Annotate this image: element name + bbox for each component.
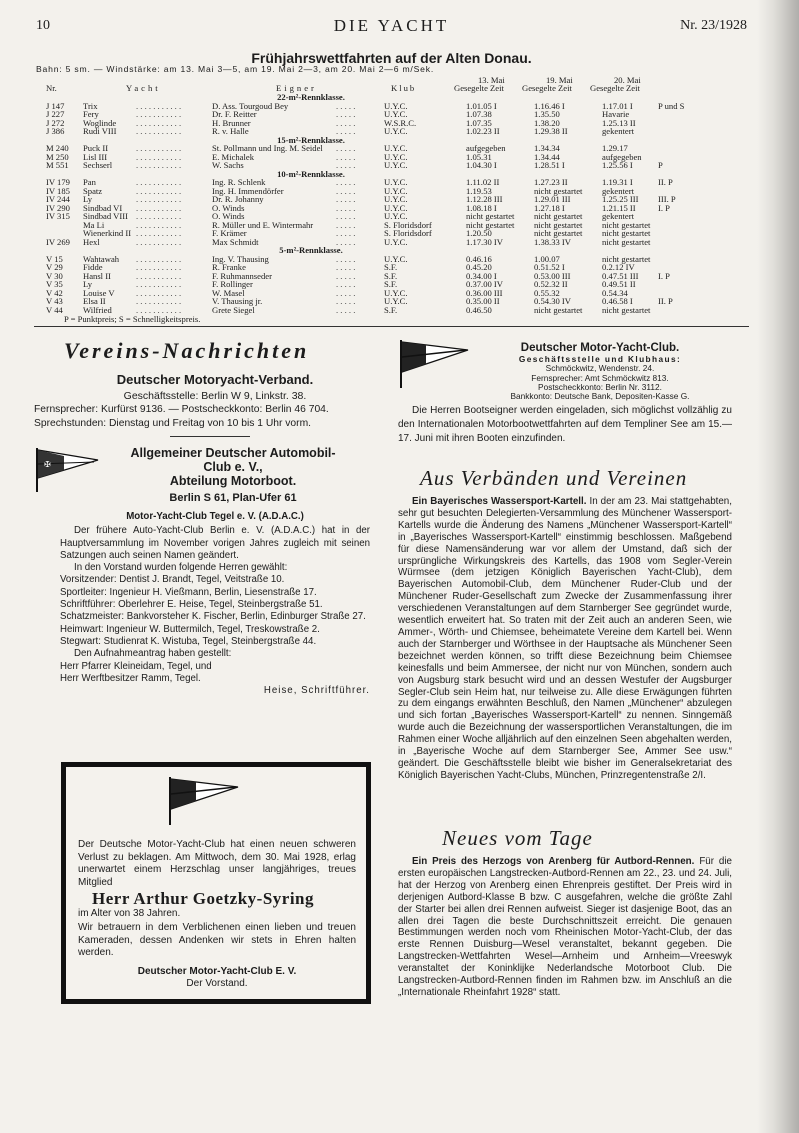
obituary-board: Der Vorstand. <box>186 978 248 989</box>
dot-leader: . . . . . <box>336 211 356 221</box>
cell-d13: 1.07.35 <box>466 117 492 128</box>
cell-d19: 1.28.51 I <box>534 160 565 170</box>
obituary-intro: Der Deutsche Motor-Yacht-Club hat einen neuen schweren Verlust zu beklagen. Am Mittwoch, dem 30. Mai 1928, erlag unerwartet einem Herzschlag unser langjähriges, treues Mitglied <box>78 839 356 888</box>
col-nr: Nr. <box>46 83 57 93</box>
dmyc-office-label: Geschäftsstelle und Klubhaus: <box>518 354 682 364</box>
myc-paragraph-1: Der frühere Auto-Yacht-Club Berlin e. V. (A.D.A.C.) hat in der Hauptversammlung im November vorigen Jahres zugleich mit seinen Satzungen auch seinen Namen geändert. <box>60 525 370 561</box>
dmv-hours: Sprechstunden: Dienstag und Freitag von 10 bis 1 Uhr vorm. <box>34 418 312 429</box>
cell-yacht: Ly <box>83 194 93 204</box>
cell-d20: nicht gestartet <box>602 253 651 264</box>
cell-d19: 1.35.50 <box>534 109 560 119</box>
board-chair: Vorsitzender: Dentist J. Brandt, Tegel, Veitstraße 10. <box>60 574 285 586</box>
cell-owner: R. Müller und E. Wintermahr <box>212 219 314 230</box>
dot-leader: . . . . . . . . . . . <box>136 143 182 153</box>
cell-nr: IV 185 <box>46 185 70 196</box>
cell-owner: W. Sachs <box>212 160 244 170</box>
dot-leader: . . . . . <box>336 270 356 281</box>
cell-owner: R. Franke <box>212 262 246 272</box>
cell-d19: 1.16.46 I <box>534 100 565 111</box>
cell-yacht: Ly <box>83 279 93 289</box>
deceased-name: Herr Arthur Goetzky-Syring <box>92 889 315 908</box>
cell-club: U.Y.C. <box>384 109 408 119</box>
dot-leader: . . . . . . . . . . . <box>136 117 182 128</box>
cell-club: U.Y.C. <box>384 253 408 264</box>
cell-owner: O. Winds <box>212 202 245 213</box>
table-header <box>46 76 726 93</box>
cell-d13: 0.37.00 IV <box>466 279 503 289</box>
dot-leader: . . . . . . . . . . . <box>136 151 182 162</box>
kartell-lead: Ein Bayerisches Wassersport-Kartell. <box>412 496 587 507</box>
cell-yacht: Wahtawah <box>83 253 120 264</box>
cell-d20: gekentert <box>602 126 634 136</box>
section-divider <box>34 326 749 327</box>
dot-leader: . . . . . <box>336 194 356 204</box>
cell-note: III. P <box>658 194 676 204</box>
kartell-text: In der am 23. Mai stattgehabten, sehr gut besuchten Delegierten-Versammlung des Münchener Wassersport-Kartells wurde die Änderung des Namens „Münchener Wassersport-Kartell“ in „Bayerisches Wassersport-Kartell“ einstimmig beschlossen. Maßgebend für diese Namensänderung war vor allem der Umstand, daß sich der ursprüngliche Wirkungskreis des Kartells, das 1908 vom Segler-Verein Würmsee (dem jetzigen Königlich Bayerischen Yacht-Club), dem Bayerischen Automobil-Club, dem Münchener Ruder-Club und der Münchener Ruder-Gesellschaft zum Zwecke der Zusammenfassung ihrer verschiedenen Veranstaltungen auf dem Starnberger See gegründet wurde, wesentlich erweitert hat. So traten mit der Zeit auch an anderen Seen, wie Ammer-, Wörth- und Chiemsee, beheimatete Vereine dem Kartell bei. Wenn auch der Starnberger und Wörthsee in der Hauptsache als Münchener Seen bezeichnet werden können, so trifft diese Bezeichnung beim Chiemsee keinesfalls und beim Ammersee, der nicht nur von München, sondern auch von Augsburg stark besucht wird und an dessen Westufer der Augsburger Segler-Club sein Heim hat, nur teilweise zu. Alle diese Erwägungen führten zu dem eingangs erwähnten Beschluß, den Namen „Münchener“ abzulegen und sich fortan „Bayerisches Wassersport-Kartell“ zu nennen. Sinngemäß wurde auch die Bezeichnung der wassersportlichen Veranstaltungen, die im Rahmen einer Woche alljährlich auf den einzelnen Seen abgehalten werden, in „Bayerische Woche auf dem Starnberger See, Ammer See usw.“ geändert. Die Geschäftsstelle bleibt wie bisher im Generalsekretariat des Königlich Bayerischen Yacht-Clubs, München, Prinzregentenstraße 2/I. <box>398 496 732 781</box>
cell-d20: 1.17.01 I <box>602 100 633 111</box>
dot-leader: . . . . . . . . . . . <box>136 253 182 264</box>
col-yacht: Yacht <box>126 83 161 93</box>
cell-d20: 1.25.13 II <box>602 117 636 128</box>
cell-club: U.Y.C. <box>384 211 408 221</box>
table-row <box>46 161 726 170</box>
cell-club: S.F. <box>384 304 398 315</box>
dot-leader: . . . . . <box>336 219 356 230</box>
cell-nr: M 240 <box>46 143 69 153</box>
cell-club: S. Floridsdorf <box>384 228 432 238</box>
cell-d19: 0.54.30 IV <box>534 296 571 306</box>
dot-leader: . . . . . <box>336 262 356 272</box>
cell-owner: Dr. R. Johanny <box>212 194 264 204</box>
cell-club: S.F. <box>384 270 398 281</box>
col-13-date: 13. Mai <box>478 75 505 85</box>
myc-paragraph-2: In den Vorstand wurden folgende Herren gewählt: <box>74 562 288 574</box>
dot-leader: . . . . . <box>336 287 356 298</box>
cell-yacht: Wienerkind II <box>83 228 132 238</box>
arenberg-article <box>398 856 732 999</box>
dot-leader: . . . . . <box>336 296 356 306</box>
cell-nr: V 43 <box>46 296 63 306</box>
cell-owner: F. Ruhmannseder <box>212 270 272 281</box>
cell-owner: F. Krämer <box>212 228 247 238</box>
cell-note: P <box>658 160 663 170</box>
cell-club: U.Y.C. <box>384 100 408 111</box>
dot-leader: . . . . . <box>336 228 356 238</box>
dot-leader: . . . . . . . . . . . <box>136 177 182 187</box>
cell-d20: 0.49.51 II <box>602 279 636 289</box>
cell-nr: J 147 <box>46 100 65 111</box>
race-conditions: Bahn: 5 sm. — Windstärke: am 13. Mai 3—5, am 19. Mai 2—3, am 20. Mai 2—6 m/Sek. <box>36 64 435 74</box>
cell-nr: IV 290 <box>46 202 70 213</box>
dmyc-bank: Bankkonto: Deutsche Bank, Depositen-Kasse G. <box>510 391 690 402</box>
cell-owner: R. v. Halle <box>212 126 249 136</box>
dot-leader: . . . . . <box>336 143 356 153</box>
col-13-label: Gesegelte Zeit <box>454 83 504 93</box>
dmv-name: Deutscher Motoryacht-Verband. <box>116 372 314 387</box>
col-20-date: 20. Mai <box>614 75 641 85</box>
dmyc-address: Schmöckwitz, Wendenstr. 24. <box>545 363 655 374</box>
cell-d19: nicht gestartet <box>534 228 583 238</box>
col-20-label: Gesegelte Zeit <box>590 83 640 93</box>
cell-nr: IV 179 <box>46 177 70 187</box>
cell-yacht: Fery <box>83 109 99 119</box>
cell-d13: 0.34.00 I <box>466 270 497 281</box>
applications-intro: Den Aufnahmeantrag haben gestellt: <box>74 648 232 660</box>
dot-leader: . . . . . . . . . . . <box>136 160 182 170</box>
cell-yacht: Elsa II <box>83 296 106 306</box>
cell-yacht: Hansl II <box>83 270 111 281</box>
board-secretary: Schriftführer: Oberlehrer E. Heise, Tegel, Steinbergstraße 51. <box>60 599 323 611</box>
cell-yacht: Spatz <box>83 185 103 196</box>
obituary-mourning: Wir betrauern in dem Verblichenen einen lieben und treuen Kameraden, dessen Andenken wir stets in Ehren halten werden. <box>78 922 356 958</box>
cell-club: U.Y.C. <box>384 177 408 187</box>
obituary-text <box>78 839 356 991</box>
dmyc-title: Deutscher Motor-Yacht-Club. <box>520 342 680 354</box>
cell-owner: St. Pollmann und Ing. M. Seidel <box>212 143 323 153</box>
adac-flag-icon <box>34 446 104 494</box>
cell-d20: Havarie <box>602 109 630 119</box>
race-results-title: Frühjahrswettfahrten auf der Alten Donau. <box>251 50 532 66</box>
cell-d20: gekentert <box>602 211 634 221</box>
cell-d19: nicht gestartet <box>534 185 583 196</box>
dot-leader: . . . . . . . . . . . <box>136 262 182 272</box>
adac-division: Abteilung Motorboot. <box>169 474 297 488</box>
neues-vom-tage-heading: Neues vom Tage <box>442 826 593 850</box>
cell-nr: V 15 <box>46 253 63 264</box>
cell-yacht: Fidde <box>83 262 103 272</box>
page-edge-shadow <box>757 0 799 1133</box>
dot-leader: . . . . . . . . . . . <box>136 185 182 196</box>
cell-d20: 0.54.34 <box>602 287 628 298</box>
cell-club: U.Y.C. <box>384 143 408 153</box>
dot-leader: . . . . . <box>336 126 356 136</box>
dmyc-flag-icon <box>166 775 242 827</box>
cell-d13: 1.08.18 I <box>466 202 497 213</box>
dot-leader: . . . . . <box>336 236 356 247</box>
cell-d13: nicht gestartet <box>466 219 515 230</box>
cell-owner: V. Thausing jr. <box>212 296 263 306</box>
cell-d20: 1.25.25 III <box>602 194 639 204</box>
cell-owner: F. Rollinger <box>212 279 253 289</box>
cell-owner: Ing. R. Schlenk <box>212 177 266 187</box>
cell-yacht: Hexl <box>83 236 100 247</box>
cell-d19: 1.38.20 <box>534 117 560 128</box>
table-row <box>46 238 726 247</box>
adac-name-line1: Allgemeiner Deutscher Automobil- <box>130 446 336 460</box>
dmyc-info <box>470 342 730 401</box>
cell-d13: 1.05.31 <box>466 151 492 162</box>
cell-d19: 0.55.32 <box>534 287 560 298</box>
cell-owner: E. Michalek <box>212 151 254 162</box>
issue-number: Nr. 23/1928 <box>680 18 747 33</box>
cell-d20: nicht gestartet <box>602 236 651 247</box>
cell-d19: 0.53.00 III <box>534 270 571 281</box>
cell-d19: nicht gestartet <box>534 304 583 315</box>
cell-note: I. P <box>658 202 670 213</box>
dot-leader: . . . . . . . . . . . <box>136 126 182 136</box>
dot-leader: . . . . . . . . . . . <box>136 219 182 230</box>
applicant-1: Herr Pfarrer Kleineidam, Tegel, und <box>60 660 212 672</box>
cell-nr: M 250 <box>46 151 69 162</box>
dot-leader: . . . . . <box>336 151 356 162</box>
race-results-table <box>46 76 726 314</box>
dot-leader: . . . . . . . . . . . <box>136 194 182 204</box>
cell-yacht: Sindbad VIII <box>83 211 128 221</box>
page-number: 10 <box>36 18 50 33</box>
arenberg-text: Für die ersten europäischen Langstrecken-Autbord-Rennen am 22., 23. und 24. Juli, hat der Herzog von Arenberg einen Ehrenpreis gestiftet. Der Preis wird in derjenigen Autbord-Klasse B bzw. C ausgefahren, welche die größte Zahl der Starter bei allen drei Rennen aufweist. Sieger ist dasjenige Boot, das an allen drei Tagen die beste Durchschnittszeit erreicht. Die genauen Bestimmungen werden noch vom Rheinischen Motor-Yacht-Club, der das erste Rennen Duisburg—Wesel veranstaltet, bekannt gegeben. Die Langstrecken-Wettfahrten Wesel—Arnheim und Arnheim—Vreeswyk veranstaltet der Koninklijke Nederlandsche Motorboot Club. Die Langstrecken-Autbord-Rennen finden im Rahmen bzw. im Anschluß an die „Internationale Rheinfahrt 1928“ statt. <box>398 856 732 998</box>
cell-yacht: Sechserl <box>83 160 113 170</box>
cell-d19: 0.52.32 II <box>534 279 568 289</box>
cell-d20: 1.19.31 I <box>602 177 633 187</box>
cell-d19: 1.34.34 <box>534 143 560 153</box>
col-19-label: Gesegelte Zeit <box>522 83 572 93</box>
cell-nr: V 42 <box>46 287 63 298</box>
dmyc-postal: Postscheckkonto: Berlin Nr. 3112. <box>538 381 662 392</box>
cell-owner: Ing. H. Immendörfer <box>212 185 284 196</box>
cell-owner: W. Masel <box>212 287 245 298</box>
cell-d19: 1.34.44 <box>534 151 560 162</box>
cell-d19: 1.29.01 III <box>534 194 571 204</box>
cell-yacht: Puck II <box>83 143 109 153</box>
cell-owner: Dr. F. Reitter <box>212 109 257 119</box>
cell-club: U.Y.C. <box>384 236 408 247</box>
cell-owner: D. Ass. Tourgoud Bey <box>212 100 289 111</box>
dot-leader: . . . . . . . . . . . <box>136 296 182 306</box>
cell-yacht: Louise V <box>83 287 115 298</box>
class-title: 10-m²-Rennklasse. <box>277 168 345 179</box>
dmyc-pennant-icon <box>398 338 472 390</box>
dot-leader: . . . . . . . . . . . <box>136 279 182 289</box>
dot-leader: . . . . . <box>336 304 356 315</box>
cell-yacht: Sindbad VI <box>83 202 123 213</box>
cell-d19: nicht gestartet <box>534 219 583 230</box>
cell-owner: Grete Siegel <box>212 304 255 315</box>
cell-d19: 1.00.07 <box>534 253 560 264</box>
arenberg-lead: Ein Preis des Herzogs von Arenberg für Autbord-Rennen. <box>412 856 695 867</box>
myc-tegel-title: Motor-Yacht-Club Tegel e. V. (A.D.A.C.) <box>126 511 304 522</box>
dot-leader: . . . . . <box>336 177 356 187</box>
dot-leader: . . . . . <box>336 109 356 119</box>
cell-owner: H. Brunner <box>212 117 251 128</box>
dot-leader: . . . . . . . . . . . <box>136 202 182 213</box>
cell-d19: nicht gestartet <box>534 211 583 221</box>
cell-d19: 1.27.23 II <box>534 177 568 187</box>
cell-d13: 1.11.02 II <box>466 177 500 187</box>
cell-d20: 0.47.51 III <box>602 270 639 281</box>
vereins-nachrichten-heading: Vereins-Nachrichten <box>64 338 310 363</box>
cell-nr: M 551 <box>46 160 69 170</box>
cell-note: I. P <box>658 270 670 281</box>
kartell-article <box>398 496 732 782</box>
cell-nr: J 272 <box>46 117 65 128</box>
board-home: Heimwart: Ingenieur W. Buttermilch, Tegel, Treskowstraße 2. <box>60 623 320 635</box>
dot-leader: . . . . . <box>336 117 356 128</box>
cell-club: U.Y.C. <box>384 296 408 306</box>
board-treasurer: Schatzmeister: Bankvorsteher K. Fischer, Berlin, Edinburger Straße 27. <box>60 611 366 623</box>
dmyc-phone: Fernsprecher: Amt Schmöckwitz 813. <box>531 372 669 383</box>
obituary-age: im Alter von 38 Jahren. <box>78 907 181 919</box>
table-row <box>46 306 726 315</box>
col-19-date: 19. Mai <box>546 75 573 85</box>
dot-leader: . . . . . <box>336 202 356 213</box>
cell-d19: 0.51.52 I <box>534 262 565 272</box>
cell-nr: IV 244 <box>46 194 70 204</box>
svg-text:✠: ✠ <box>44 460 51 469</box>
cell-note: P und S <box>658 100 685 111</box>
adac-name-line2: Club e. V., <box>203 460 263 474</box>
cell-nr: V 30 <box>46 270 63 281</box>
class-title: 22-m²-Rennklasse. <box>277 92 345 102</box>
cell-d13: aufgegeben <box>466 143 506 153</box>
cell-d20: nicht gestartet <box>602 219 651 230</box>
class-title: 5-m²-Rennklasse. <box>279 245 343 255</box>
cell-nr: J 227 <box>46 109 65 119</box>
dot-leader: . . . . . . . . . . . <box>136 236 182 247</box>
cell-d13: 1.04.30 I <box>466 160 497 170</box>
cell-d13: 1.01.05 I <box>466 100 497 111</box>
board-sport: Sportleiter: Ingenieur H. Vießmann, Berlin, Liesenstraße 17. <box>60 586 317 598</box>
cell-d19: 1.38.33 IV <box>534 236 571 247</box>
dot-leader: . . . . . <box>336 253 356 264</box>
dot-leader: . . . . . . . . . . . <box>136 287 182 298</box>
obituary-club: Deutscher Motor-Yacht-Club E. V. <box>137 965 297 977</box>
cell-d13: 1.20.50 <box>466 228 492 238</box>
dot-leader: . . . . . <box>336 160 356 170</box>
cell-d19: 1.29.38 II <box>534 126 568 136</box>
cell-club: S. Floridsdorf <box>384 219 432 230</box>
cell-d20: 1.25.56 I <box>602 160 633 170</box>
dmv-office: Geschäftsstelle: Berlin W 9, Linkstr. 38. <box>123 390 307 402</box>
board-dock: Stegwart: Studienrat K. Wistuba, Tegel, Steinbergstraße 44. <box>60 635 317 647</box>
cell-d20: 1.21.15 II <box>602 202 636 213</box>
cell-nr: V 44 <box>46 304 63 315</box>
applicant-2: Herr Werftbesitzer Ramm, Tegel. <box>60 672 201 684</box>
dot-leader: . . . . . <box>336 185 356 196</box>
cell-owner: Ing. V. Thausing <box>212 253 269 264</box>
page-header <box>36 18 747 40</box>
cell-d20: gekentert <box>602 185 634 196</box>
cell-club: U.Y.C. <box>384 151 408 162</box>
cell-d19: 1.27.18 I <box>534 202 565 213</box>
col-owner: Eigner <box>276 83 317 93</box>
cell-d13: 1.17.30 IV <box>466 236 503 247</box>
cell-d20: 0.2.12 IV <box>602 262 635 272</box>
cell-d20: 1.29.17 <box>602 143 628 153</box>
cell-d13: 0.35.00 II <box>466 296 500 306</box>
cell-d20: nicht gestartet <box>602 228 651 238</box>
divider <box>170 436 250 437</box>
cell-d20: aufgegeben <box>602 151 642 162</box>
cell-d20: 0.46.58 I <box>602 296 633 306</box>
cell-d13: 1.12.28 III <box>466 194 503 204</box>
cell-d13: 0.45.20 <box>466 262 492 272</box>
cell-club: U.Y.C. <box>384 194 408 204</box>
cell-yacht: Ma Li <box>83 219 105 230</box>
cell-d13: 1.07.38 <box>466 109 492 119</box>
signature: Heise, Schriftführer. <box>263 685 370 697</box>
col-club: Klub <box>391 83 417 93</box>
cell-d13: 1.02.23 II <box>466 126 500 136</box>
dot-leader: . . . . . <box>336 100 356 111</box>
cell-nr: J 386 <box>46 126 65 136</box>
table-legend: P = Punktpreis; S = Schnelligkeitspreis. <box>64 314 201 324</box>
cell-club: U.Y.C. <box>384 185 408 196</box>
cell-nr: V 35 <box>46 279 63 289</box>
table-body <box>46 93 726 314</box>
cell-d13: 0.36.00 III <box>466 287 503 298</box>
cell-nr: IV 269 <box>46 236 70 247</box>
magazine-title: DIE YACHT <box>333 16 450 35</box>
cell-d13: 0.46.16 <box>466 253 492 264</box>
dmyc-invitation: Die Herren Bootseigner werden eingeladen, sich möglichst vollzählig zu den Internationalen Motorbootwettfahrten auf dem Templiner See am 15.—17. Juni mit ihren Booten einzufinden. <box>398 405 732 444</box>
cell-yacht: Rudi VIII <box>83 126 117 136</box>
cell-yacht: Lisl III <box>83 151 108 162</box>
cell-owner: O. Winds <box>212 211 245 221</box>
cell-nr: IV 315 <box>46 211 70 221</box>
dot-leader: . . . . . <box>336 279 356 289</box>
table-row <box>46 127 726 136</box>
dmv-phone: Fernsprecher: Kurfürst 9136. — Postscheckkonto: Berlin 46 704. <box>34 404 329 415</box>
cell-nr: V 29 <box>46 262 63 272</box>
cell-yacht: Pan <box>83 177 96 187</box>
cell-club: W.S.R.C. <box>384 117 417 128</box>
cell-d20: nicht gestartet <box>602 304 651 315</box>
cell-note: II. P <box>658 177 673 187</box>
cell-note: II. P <box>658 296 673 306</box>
cell-club: U.Y.C. <box>384 202 408 213</box>
cell-club: S.F. <box>384 262 398 272</box>
dot-leader: . . . . . . . . . . . <box>136 270 182 281</box>
cell-d13: 1.19.53 <box>466 185 492 196</box>
dot-leader: . . . . . . . . . . . <box>136 228 182 238</box>
dot-leader: . . . . . . . . . . . <box>136 109 182 119</box>
cell-club: U.Y.C. <box>384 160 408 170</box>
cell-club: U.Y.C. <box>384 126 408 136</box>
dot-leader: . . . . . . . . . . . <box>136 100 182 111</box>
cell-yacht: Woglinde <box>83 117 117 128</box>
cell-yacht: Wilfried <box>83 304 112 315</box>
aus-verbaenden-heading: Aus Verbänden und Vereinen <box>420 466 688 490</box>
dot-leader: . . . . . . . . . . . <box>136 211 182 221</box>
cell-yacht: Trix <box>83 100 98 111</box>
cell-d13: nicht gestartet <box>466 211 515 221</box>
dot-leader: . . . . . . . . . . . <box>136 304 182 315</box>
myc-tegel-article <box>60 505 370 697</box>
cell-owner: Max Schmidt <box>212 236 259 247</box>
cell-club: U.Y.C. <box>384 287 408 298</box>
cell-club: S.F. <box>384 279 398 289</box>
obituary-box <box>61 762 371 1004</box>
class-title: 15-m²-Rennklasse. <box>277 134 345 145</box>
adac-address: Berlin S 61, Plan-Ufer 61 <box>169 492 297 504</box>
cell-d13: 0.46.50 <box>466 304 492 315</box>
